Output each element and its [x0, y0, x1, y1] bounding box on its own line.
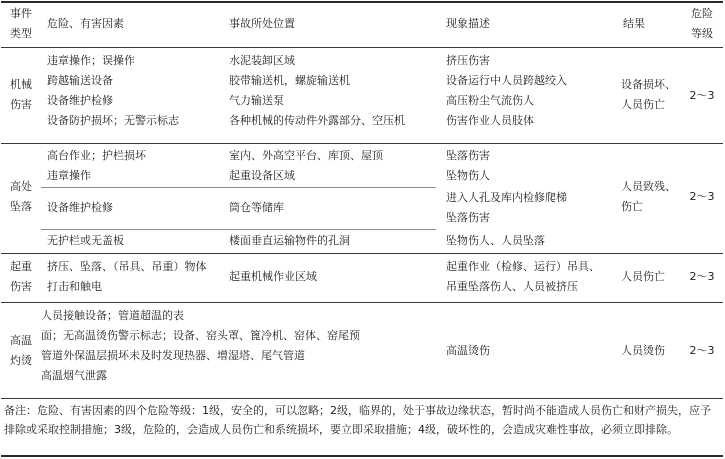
mechanical-hazard-2: 跨越输送设备 [47, 74, 113, 87]
fall-level: 2～3 [689, 190, 715, 203]
mechanical-phenomenon-2: 设备运行中人员跨越绞入 [446, 74, 567, 87]
mechanical-result-line-2: 人员伤亡 [621, 98, 665, 111]
header-rule [1, 47, 723, 48]
scald-type-line-2: 灼烫 [10, 354, 32, 367]
lifting-location: 起重机械作业区域 [229, 270, 317, 283]
fall-row-3-phenomenon: 坠物伤人、人员坠落 [446, 234, 545, 247]
lifting-phenomenon-1: 起重作业（检修、运行）吊具、 [446, 260, 600, 273]
scald-hazard-3: 管道外保温层损坏未及时发现热器、增湿塔、尾气管道 [41, 349, 305, 362]
mechanical-location-4: 各种机械的传动件外露部分、空压机 [229, 114, 405, 127]
mechanical-type [1, 75, 41, 115]
mechanical-phenomenon-1: 挤压伤害 [446, 54, 490, 67]
group-divider-2 [1, 253, 723, 254]
header-level-line-2: 等级 [691, 27, 713, 40]
fall-row-2-location: 筒仓等储库 [229, 201, 284, 214]
header-hazard: 危险、有害因素 [47, 17, 124, 30]
fall-row-2-phenomenon-2: 坠落伤害 [446, 211, 490, 224]
fall-result [621, 177, 676, 217]
fall-subrule-1 [41, 187, 436, 188]
fall-row-1-locations [229, 146, 383, 186]
header-result: 结果 [623, 17, 645, 30]
mechanical-phenomenon-3: 高压粉尘气流伤人 [446, 94, 534, 107]
fall-row-2-hazard: 设备维护检修 [47, 201, 113, 214]
mechanical-hazards [47, 51, 179, 131]
scald-hazard-1: 人员接触设备；管道超温的表 [41, 309, 184, 322]
mechanical-location-3: 气力输送泵 [229, 94, 284, 107]
fall-row-1-phenomena [446, 146, 490, 186]
fall-row-1-hazard-2: 违章操作 [47, 169, 91, 182]
scald-hazard-4: 高温烟气泄露 [41, 369, 107, 382]
fall-row-1-hazard-1: 高台作业；护栏损坏 [47, 149, 146, 162]
fall-type [1, 177, 41, 217]
lifting-result: 人员伤亡 [621, 270, 665, 283]
mechanical-location-1: 水泥装卸区域 [229, 54, 295, 67]
header-location: 事故所处位置 [229, 17, 295, 30]
fall-result-line-2: 伤亡 [621, 200, 643, 213]
fall-row-1-location-2: 起重设备区域 [229, 169, 295, 182]
mechanical-type-line-1: 机械 [10, 78, 32, 91]
lifting-type [1, 257, 41, 297]
header-phenomenon: 现象描述 [446, 17, 490, 30]
scald-level: 2～3 [689, 344, 715, 357]
scald-type-line-1: 高温 [10, 334, 32, 347]
lifting-type-line-1: 起重 [10, 260, 32, 273]
scald-type [1, 331, 41, 371]
mechanical-hazard-4: 设备防护损坏；无警示标志 [47, 114, 179, 127]
fall-row-1-phenomenon-1: 坠落伤害 [446, 149, 490, 162]
scald-phenomenon: 高温烫伤 [446, 344, 490, 357]
mechanical-result-line-1: 设备损坏、 [621, 78, 676, 91]
table-bottom-rule [1, 455, 723, 457]
mechanical-phenomena [446, 51, 567, 131]
mechanical-result [621, 75, 676, 115]
fall-type-line-1: 高处 [10, 180, 32, 193]
header-event-type-line-1: 事件 [10, 7, 32, 20]
fall-row-3-hazard: 无护栏或无盖板 [47, 234, 124, 247]
group-divider-3 [1, 302, 723, 303]
footnote: 备注：危险、有害因素的四个危险等级：1级，安全的，可以忽略；2级，临界的，处于事故边缘状态，暂时尚不能造成人员伤亡和财产损失，应予排除或采取控制措施；3级，危险的，会造成人员伤亡和系统损坏，要立即采取措施；4级，破坏性的，会造成灾难性事故，必须立即排除。 [4, 404, 711, 436]
mechanical-hazard-3: 设备维护检修 [47, 94, 113, 107]
mechanical-location-2: 胶带输送机，螺旋输送机 [229, 74, 350, 87]
fall-row-1-phenomenon-2: 坠物伤人 [446, 169, 490, 182]
scald-hazards [41, 306, 360, 386]
fall-row-2-phenomenon-1: 进入人孔及库内检修爬梯 [446, 191, 567, 204]
lifting-hazards [47, 257, 207, 297]
header-level [681, 4, 723, 44]
header-event-type [1, 4, 41, 44]
lifting-phenomenon-2: 吊重坠落伤人、人员被挤压 [446, 280, 578, 293]
scald-hazard-2: 面；无高温烫伤警示标志；设备、窑头罩、篦冷机、窑体、窑尾预 [41, 329, 360, 342]
lifting-phenomena [446, 257, 600, 297]
lifting-hazard-2: 打击和触电 [47, 280, 102, 293]
fall-row-2-phenomena [446, 188, 567, 228]
header-event-type-line-2: 类型 [10, 27, 32, 40]
lifting-hazard-1: 挤压、坠落、（吊具、吊重）物体 [47, 260, 207, 273]
header-level-line-1: 危险 [691, 7, 713, 20]
mechanical-locations [229, 51, 405, 131]
lifting-type-line-2: 伤害 [10, 280, 32, 293]
table-top-rule [1, 1, 723, 3]
fall-subrule-2 [41, 229, 436, 230]
fall-row-3-location: 楼面垂直运输物件的孔洞 [229, 234, 350, 247]
fall-row-1-location-1: 室内、外高空平台、库顶、屋顶 [229, 149, 383, 162]
mechanical-type-line-2: 伤害 [10, 98, 32, 111]
scald-result: 人员烫伤 [621, 344, 665, 357]
mechanical-phenomenon-4: 伤害作业人员肢体 [446, 114, 534, 127]
fall-row-1-hazards [47, 146, 146, 186]
mechanical-hazard-1: 违章操作；误操作 [47, 54, 135, 67]
mechanical-level: 2～3 [689, 89, 715, 102]
group-divider-1 [1, 143, 723, 144]
fall-result-line-1: 人员致残、 [621, 180, 676, 193]
fall-type-line-2: 坠落 [10, 200, 32, 213]
lifting-level: 2～3 [689, 270, 715, 283]
group-divider-4 [1, 398, 723, 399]
